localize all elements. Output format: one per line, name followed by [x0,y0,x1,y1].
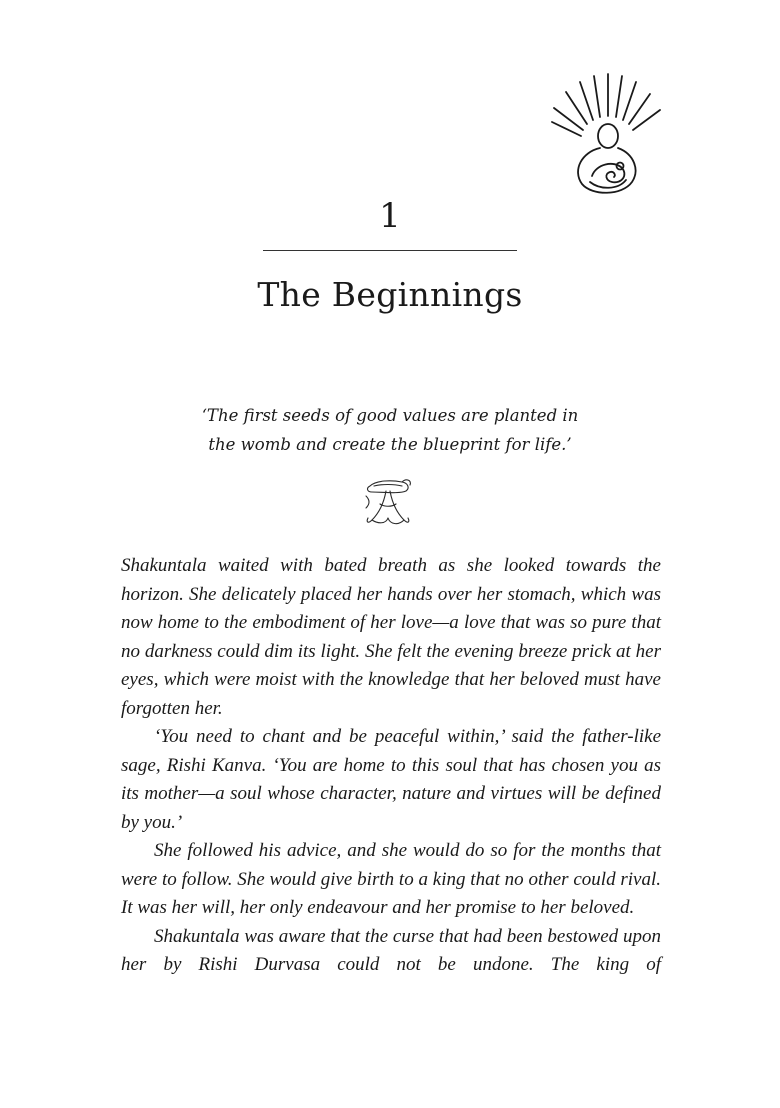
chapter-number: 1 [379,196,401,236]
chapter-title: The Beginnings [257,275,523,314]
paragraph: ‘You need to chant and be peaceful within,’ said the father-like sage, Rishi Kanva. ‘You are home to this soul that has chosen you as its mother—a soul whose character, nature and virtues will be defined by you.’ [121,726,661,833]
paragraph: Shakuntala waited with bated breath as she looked towards the horizon. She delicately placed her hands over her stomach, which was now home to the embodiment of her love—a love that was so pure that no darkness could dim its light. She felt the evening breeze prick at her eyes, which were moist with the knowledge that her beloved must have forgotten her. [121,555,661,719]
body-text [121,552,661,980]
epigraph-line: the womb and create the blueprint for life.’ [208,435,572,454]
paragraph: She followed his advice, and she would do so for the months that were to follow. She would give birth to a king that no other could rival. It was her will, her only endeavour and her promise to her beloved. [121,840,661,918]
epigraph-line: ‘The first seeds of good values are planted in [201,406,579,425]
chapter-divider [263,250,517,251]
mother-and-child-sun-icon [548,72,668,200]
paragraph: Shakuntala was aware that the curse that had been bestowed upon her by Rishi Durvasa could not be undone. The king of [121,925,661,975]
epigraph [150,401,630,459]
scroll-ornament-icon [362,474,414,530]
